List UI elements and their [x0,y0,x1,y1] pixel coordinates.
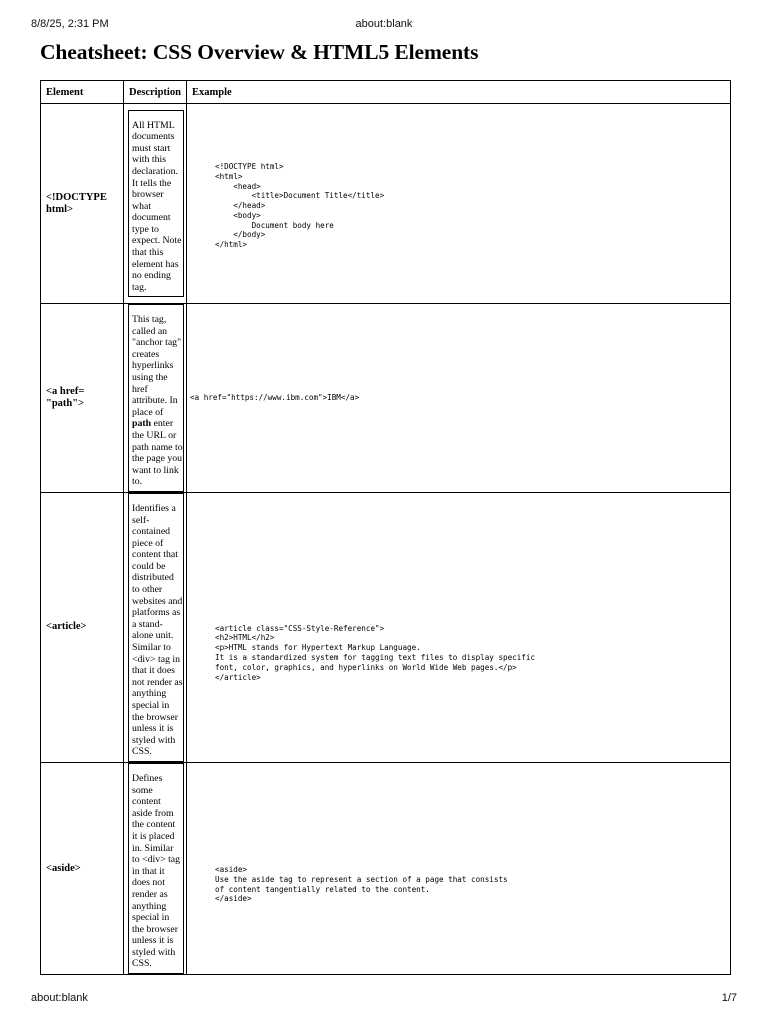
element-name: <a href= "path"> [41,304,124,493]
footer-url: about:blank [31,992,88,1004]
table-header-row [41,81,731,104]
print-footer [0,992,768,1006]
element-name: <aside> [41,762,124,974]
page-number: 1/7 [721,992,737,1004]
print-datetime: 8/8/25, 2:31 PM [31,18,109,30]
element-name: <article> [41,492,124,762]
description-text: This tag, called an "anchor tag" creates hyperlinks using the href attribute. In place of [132,314,182,418]
table-row [41,762,731,974]
table-row [41,492,731,762]
cheatsheet-table [40,80,731,975]
description-bold-term: path [132,418,152,430]
column-header-example: Example [187,81,731,104]
code-example: <aside> Use the aside tag to represent a section of a page that consists of content tangentially related to the content. </aside> [215,864,508,904]
code-example: <a href="https://www.ibm.com">IBM</a> [190,393,360,403]
code-example: <!DOCTYPE html> <html> <head> <title>Document Title</title> </head> <body> Document body here </body> </html> [215,161,385,250]
page-title: Cheatsheet: CSS Overview & HTML5 Elements [40,40,479,64]
table-row [41,304,731,493]
print-url: about:blank [355,18,413,30]
element-description [128,304,184,492]
table-row [41,104,731,304]
column-header-description: Description [124,81,187,104]
element-description: Identifies a self-contained piece of content that could be distributed to other websites and platforms as a stand-alone unit. Similar to <div> tag in that it does not render as anything special in the browser unless it is styled with CSS. [128,493,184,762]
print-header [0,18,768,32]
description-text: enter the URL or path name to the page you want to link to. [132,418,183,488]
column-header-element: Element [41,81,124,104]
element-name: <!DOCTYPE html> [41,104,124,304]
element-description: All HTML documents must start with this declaration. It tells the browser what document type to expect. Note that this element has no ending tag. [128,110,184,298]
element-description: Defines some content aside from the content it is placed in. Similar to <div> tag in that it does not render as anything special in the browser unless it is styled with CSS. [128,763,184,974]
code-example: <article class="CSS-Style-Reference"> <h2>HTML</h2> <p>HTML stands for Hypertext Markup Language. It is a standardized system for tagging text files to display specific font, color, graphics, and hyperlinks on World Wide Web pages.</p> </article> [215,623,536,682]
